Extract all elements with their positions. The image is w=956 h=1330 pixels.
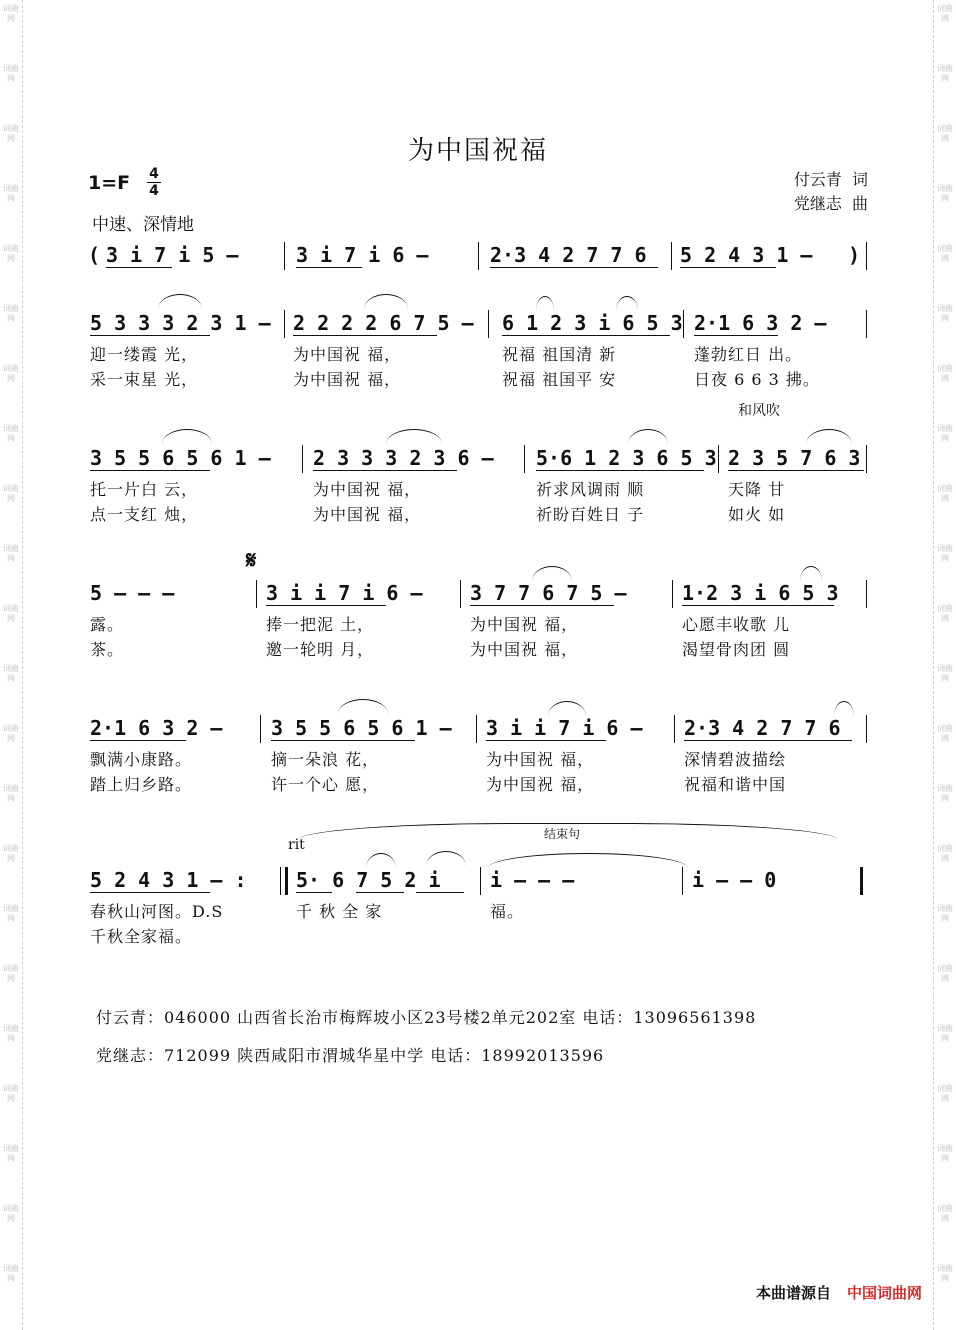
watermark-text: 词曲网 (937, 844, 953, 863)
rit-marking: rit (288, 837, 305, 853)
measure: i – – – (490, 868, 575, 892)
slur (616, 296, 638, 311)
measure: 5 2 4 3 1 – (680, 243, 813, 267)
watermark-text: 词曲网 (937, 724, 953, 743)
final-barline (860, 867, 863, 895)
watermark-text: 词曲网 (937, 964, 953, 983)
beam (90, 335, 210, 336)
barline (866, 242, 867, 270)
measure: 2·3 4 2 7 7 6 (684, 716, 841, 740)
lyric-line-1: 春秋山河图。D.S 千 秋 全 家 福。 (90, 902, 525, 921)
barline (488, 310, 489, 338)
watermark-text: 词曲网 (3, 124, 19, 143)
beam (682, 605, 834, 606)
lyric-line-2: 千秋全家福。 (90, 927, 193, 946)
watermark-text: 词曲网 (3, 424, 19, 443)
watermark-text: 词曲网 (3, 484, 19, 503)
watermark-text: 词曲网 (937, 664, 953, 683)
composer-credit: 党继志 曲 (793, 194, 868, 213)
barline (672, 580, 673, 608)
watermark-text: 词曲网 (937, 364, 953, 383)
beam (728, 470, 864, 471)
measure: 6 1 2 3 i 6 5 3 (502, 311, 683, 335)
score-system-5 (88, 713, 868, 797)
key-signature: 1=F (88, 172, 131, 194)
slur (548, 701, 586, 716)
watermark-text: 词曲网 (937, 1264, 953, 1283)
barline (478, 242, 479, 270)
measure: 2 2 2 2 6 7 5 – (293, 311, 474, 335)
beam (680, 267, 776, 268)
song-title: 为中国祝福 (407, 136, 548, 166)
measure: i – – 0 (692, 868, 777, 892)
barline (302, 445, 303, 473)
ending-label: 结束句 (544, 827, 581, 841)
barline (866, 310, 867, 338)
beam (90, 470, 210, 471)
barline (524, 445, 525, 473)
barline (674, 715, 675, 743)
measure: 5· 6 7 5 2 i (296, 868, 441, 892)
measure: 5·6 1 2 3 6 5 3 (536, 446, 717, 470)
watermark-text: 词曲网 (3, 304, 19, 323)
watermark-text: 词曲网 (3, 544, 19, 563)
source-prefix: 本曲谱源自 (755, 1284, 831, 1302)
watermark-text: 词曲网 (3, 664, 19, 683)
watermark-text: 词曲网 (937, 904, 953, 923)
score-system-1 (88, 240, 868, 270)
notation-line (88, 240, 868, 270)
barline (683, 310, 684, 338)
lyric-line-1: 托一片白 云， 为中国祝 福， 祈求风调雨 顺 天降 甘 (90, 480, 786, 499)
beam (490, 267, 658, 268)
beam (470, 605, 614, 606)
barline (718, 445, 719, 473)
score-system-2 (88, 308, 868, 419)
lyric-line-2: 点一支红 烛， 为中国祝 福， 祈盼百姓日 子 如火 如 (90, 505, 786, 524)
watermark-text: 词曲网 (937, 784, 953, 803)
slur (158, 294, 202, 309)
beam (90, 740, 186, 741)
watermark-text: 词曲网 (937, 1204, 953, 1223)
watermark-text: 词曲网 (3, 4, 19, 23)
right-watermark-strip (933, 0, 956, 1330)
score-system-3 (88, 443, 868, 527)
notation-line (88, 865, 868, 895)
watermark-text: 词曲网 (3, 1144, 19, 1163)
watermark-text: 词曲网 (3, 964, 19, 983)
barline (866, 715, 867, 743)
watermark-text: 词曲网 (937, 244, 953, 263)
watermark-text: 词曲网 (3, 844, 19, 863)
score-system-6 (88, 827, 868, 949)
beam (684, 740, 852, 741)
lyric-line-1: 飘满小康路。 摘一朵浪 花， 为中国祝 福， 深情碧波描绘 (90, 750, 787, 769)
annotation-text: 和风吹 (738, 403, 780, 419)
barline (476, 715, 477, 743)
watermark-text: 词曲网 (937, 4, 953, 23)
watermark-text: 词曲网 (937, 1144, 953, 1163)
slur (162, 429, 212, 444)
beam (486, 740, 606, 741)
contact-composer: 党继志：712099 陕西咸阳市渭城华星中学 电话：18992013596 (96, 1046, 605, 1065)
measure: 5 3 3 3 2 3 1 – (90, 311, 271, 335)
measure: 5 – – – (90, 581, 175, 605)
score-system-4 (88, 546, 868, 662)
beam (416, 892, 464, 893)
slur (806, 429, 852, 444)
barline (256, 580, 257, 608)
beam (271, 740, 415, 741)
beam (296, 892, 332, 893)
measure: 2·3 4 2 7 7 6 (490, 243, 647, 267)
measure: 3 i i 7 i 6 – (486, 716, 643, 740)
segno-sign: 𝄋 (246, 546, 257, 574)
watermark-text: 词曲网 (937, 184, 953, 203)
time-signature: 4 4 (147, 166, 161, 199)
beam (266, 605, 386, 606)
beam (90, 892, 210, 893)
beam (293, 335, 437, 336)
watermark-text: 词曲网 (937, 64, 953, 83)
tie (488, 853, 688, 868)
watermark-text: 词曲网 (3, 1204, 19, 1223)
slur (426, 851, 466, 866)
notation-line (88, 578, 868, 608)
intro-close-paren: ) (848, 243, 861, 267)
measure: 5 2 4 3 1 – : (90, 868, 247, 892)
barline (682, 867, 683, 895)
barline (480, 867, 481, 895)
left-watermark-strip (0, 0, 23, 1330)
beam (313, 470, 457, 471)
repeat-barline (280, 867, 281, 895)
beam (356, 892, 404, 893)
watermark-text: 词曲网 (937, 1084, 953, 1103)
slur (532, 566, 572, 581)
notation-line (88, 308, 868, 338)
notation-line (88, 713, 868, 743)
watermark-text: 词曲网 (3, 784, 19, 803)
intro-open-paren: ( (88, 243, 101, 267)
lyric-line-1: 露。 捧一把泥 土， 为中国祝 福， 心愿丰收歌 儿 (90, 615, 791, 634)
watermark-text: 词曲网 (3, 1264, 19, 1283)
watermark-text: 词曲网 (3, 64, 19, 83)
barline (460, 580, 461, 608)
watermark-text: 词曲网 (937, 544, 953, 563)
watermark-text: 词曲网 (937, 124, 953, 143)
lyric-line-2: 踏上归乡路。 许一个心 愿， 为中国祝 福， 祝福和谐中国 (90, 775, 787, 794)
watermark-text: 词曲网 (3, 184, 19, 203)
barline (671, 242, 672, 270)
beam (694, 335, 778, 336)
slur (834, 701, 854, 716)
slur (366, 853, 396, 868)
source-site: 中国词曲网 (846, 1284, 922, 1302)
watermark-text: 词曲网 (937, 304, 953, 323)
lyric-line-2: 采一束星 光， 为中国祝 福， 祝福 祖国平 安 日夜 6 6 3 拂。 (90, 370, 820, 389)
measure: 3 5 5 6 5 6 1 – (271, 716, 452, 740)
watermark-text: 词曲网 (3, 904, 19, 923)
measure: 3 i 7 i 5 – (106, 243, 239, 267)
slur (628, 429, 668, 444)
measure: 1·2 3 i 6 5 3 (682, 581, 839, 605)
measure: 3 7 7 6 7 5 – (470, 581, 627, 605)
measure: 2 3 5 7 6 3 (728, 446, 861, 470)
credits (794, 168, 868, 216)
slur (386, 429, 442, 444)
contact-lyricist: 付云青：046000 山西省长治市梅辉坡小区23号楼2单元202室 电话：13096561398 (96, 1008, 757, 1027)
tempo-marking: 中速、深情地 (92, 215, 194, 235)
beam (502, 335, 670, 336)
watermark-text: 词曲网 (937, 484, 953, 503)
watermark-text: 词曲网 (3, 364, 19, 383)
measure: 3 i 7 i 6 – (296, 243, 429, 267)
watermark-text: 词曲网 (937, 604, 953, 623)
watermark-text: 词曲网 (3, 604, 19, 623)
watermark-text: 词曲网 (3, 1084, 19, 1103)
barline (284, 310, 285, 338)
beam (106, 267, 172, 268)
watermark-text: 词曲网 (3, 1024, 19, 1043)
barline (866, 580, 867, 608)
lyricist-credit: 付云青 词 (793, 170, 868, 189)
measure: 3 i i 7 i 6 – (266, 581, 423, 605)
slur (800, 566, 822, 581)
measure: 2 3 3 3 2 3 6 – (313, 446, 494, 470)
barline (866, 445, 867, 473)
barline (284, 242, 285, 270)
watermark-text: 词曲网 (3, 244, 19, 263)
barline (260, 715, 261, 743)
measure: 2·1 6 3 2 – (694, 311, 827, 335)
measure: 3 5 5 6 5 6 1 – (90, 446, 271, 470)
beam (296, 267, 362, 268)
source-credit (756, 1282, 922, 1303)
lyric-line-1: 迎一缕霞 光， 为中国祝 福， 祝福 祖国清 新 蓬勃红日 出。 (90, 345, 803, 364)
slur (536, 296, 554, 311)
watermark-text: 词曲网 (3, 724, 19, 743)
watermark-text: 词曲网 (937, 1024, 953, 1043)
notation-line (88, 443, 868, 473)
beam (536, 470, 704, 471)
measure: 2·1 6 3 2 – (90, 716, 223, 740)
slur (338, 699, 388, 714)
lyric-line-2: 茶。 邀一轮明 月， 为中国祝 福， 渴望骨肉团 圆 (90, 640, 791, 659)
watermark-text: 词曲网 (937, 424, 953, 443)
slur (364, 294, 408, 309)
